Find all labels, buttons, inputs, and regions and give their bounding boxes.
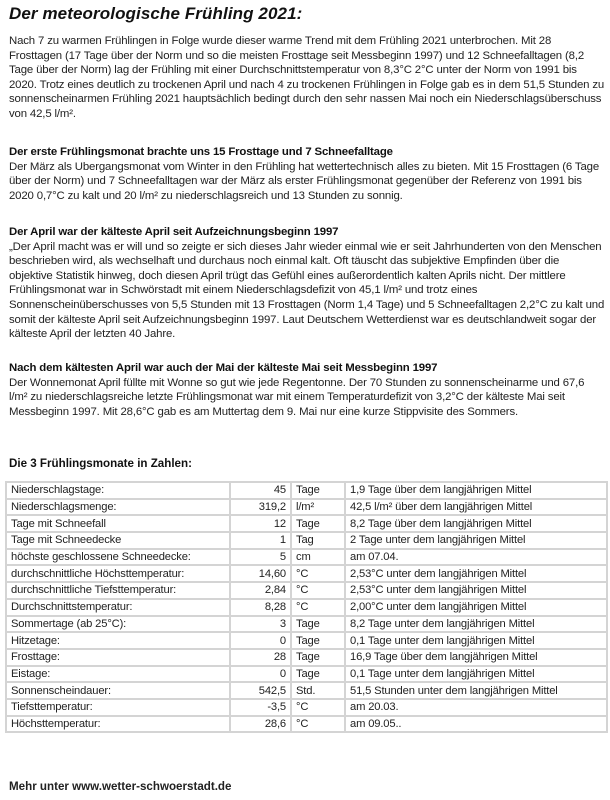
table-row [6,632,607,649]
row-label: Tage mit Schneefall [6,515,230,532]
section-text: Der Wonnemonat April füllte mit Wonne so gut wie jede Regentonne. Der 70 Stunden zu sonnenscheinarme und 67,6 l/m² zu niederschlagsreiche letzte Frühlingsmonat war mit einem Temperaturdefizit von 3,2°C der kälteste Mai seit Messbeginn 1997. Mit 28,6°C gab es am Muttertag dem 9. Mai nur eine kurze Stippvisite des Sommers. [9,376,585,418]
row-unit: Tage [291,666,345,683]
row-note: 2 Tage unter dem langjährigen Mittel [345,532,607,549]
row-note: 2,53°C unter dem langjährigen Mittel [345,582,607,599]
row-unit: Tage [291,515,345,532]
table-row [6,582,607,599]
table-row [6,666,607,683]
row-label: Niederschlagsmenge: [6,499,230,516]
table-heading: Die 3 Frühlingsmonate in Zahlen: [9,457,192,470]
row-value: 12 [230,515,291,532]
row-label: Sommertage (ab 25°C): [6,616,230,633]
row-value: 0 [230,632,291,649]
row-value: 8,28 [230,599,291,616]
row-note: 2,53°C unter dem langjährigen Mittel [345,565,607,582]
row-unit: Tag [291,532,345,549]
statistics-table [5,481,608,733]
table-row [6,649,607,666]
row-unit: °C [291,599,345,616]
table-row [6,482,607,499]
section-text: Der März als Ubergangsmonat vom Winter in den Frühling hat wettertechnisch alles zu bieten. Mit 15 Frosttagen (6 Tage über der Norm) und 7 Schneefalltagen war der März als erster Frühlingsmonat gegenüber der Referenz von 1991 bis 2020 0,7°C zu kalt und 20 l/m² zu niederschlagsreich und 13 Stunden zu sonnig. [9,160,600,202]
row-note: 51,5 Stunden unter dem langjährigen Mittel [345,682,607,699]
page-title: Der meteorologische Frühling 2021: [9,4,303,23]
row-label: Frosttage: [6,649,230,666]
row-label: Höchsttemperatur: [6,716,230,733]
row-value: 0 [230,666,291,683]
row-value: 45 [230,482,291,499]
row-note: 42,5 l/m² über dem langjährigen Mittel [345,499,607,516]
table-row [6,616,607,633]
section-heading: Nach dem kältesten April war auch der Mai der kälteste Mai seit Messbeginn 1997 [9,362,438,374]
row-unit: °C [291,582,345,599]
row-label: durchschnittliche Tiefsttemperatur: [6,582,230,599]
row-label: Tage mit Schneedecke [6,532,230,549]
row-label: Tiefsttemperatur: [6,699,230,716]
row-label: Hitzetage: [6,632,230,649]
row-value: 5 [230,549,291,566]
section-heading: Der erste Frühlingsmonat brachte uns 15 Frosttage und 7 Schneefalltage [9,146,393,158]
row-value: 2,84 [230,582,291,599]
row-unit: °C [291,699,345,716]
row-note: 0,1 Tage unter dem langjährigen Mittel [345,666,607,683]
table-row [6,532,607,549]
row-value: 1 [230,532,291,549]
row-note: 2,00°C unter dem langjährigen Mittel [345,599,607,616]
table-row [6,565,607,582]
table-row [6,716,607,733]
section-text: „Der April macht was er will und so zeigte er sich dieses Jahr wieder einmal wie er seit Jahrhunderten von den Menschen beschrieben wird, als wechselhaft und durchaus noch einmal kalt. Oft täuscht das subjektive Empfinden über die objektive Statistik hinweg, doch diesen April trügt das Gefühl eines außerordentlich kalten Aprils nicht. Der mittlere Frühlingsmonat war in Schwörstadt mit einem Niederschlagsdefizit von 45,1 l/m² und trotz eines Sonnenscheinüberschusses von 5,5 Stunden mit 13 Frosttagen (Norm 1,4 Tage) und 5 Schneefalltagen 2,2°C zu kalt und somit der kälteste April seit Aufzeichnungsbeginn 1997. Laut Deutschem Wetterdienst war es deutschlandweit sogar der kälteste April der letzten 40 Jahre. [9,240,605,341]
row-unit: Tage [291,632,345,649]
row-note: am 09.05.. [345,716,607,733]
section-april [9,225,605,342]
row-value: 28,6 [230,716,291,733]
table-row [6,682,607,699]
row-value: 14,60 [230,565,291,582]
row-unit: Std. [291,682,345,699]
row-unit: °C [291,716,345,733]
row-unit: Tage [291,616,345,633]
row-unit: l/m² [291,499,345,516]
table-row [6,599,607,616]
table-row [6,499,607,516]
row-note: 8,2 Tage über dem langjährigen Mittel [345,515,607,532]
intro-paragraph: Nach 7 zu warmen Frühlingen in Folge wurde dieser warme Trend mit dem Frühling 2021 unterbrochen. Mit 28 Frosttagen (17 Tage über der Norm und so die meisten Frosttage seit Messbeginn 1997) und 12 Schneefalltagen (8,2 Tage über der Norm) lag der Frühling mit einer Durchschnittstemperatur von 8,3°C 2°C unter der Norm von 1991 bis 2020. Trotz eines deutlich zu trockenen April und nach 4 zu trockenen Frühlingen in Folge gab es in dem 51,5 Stunden zu sonnenscheinarmen Frühling 2021 hauptsächlich bedingt durch den sehr nassen Mai noch ein Niederschlagsüberschuss von 42,5 l/m². [9,35,605,120]
row-note: am 20.03. [345,699,607,716]
row-unit: Tage [291,649,345,666]
footer-link[interactable]: Mehr unter www.wetter-schwoerstadt.de [9,780,232,793]
row-value: 3 [230,616,291,633]
section-heading: Der April war der kälteste April seit Aufzeichnungsbeginn 1997 [9,226,339,238]
row-label: Eistage: [6,666,230,683]
row-note: 1,9 Tage über dem langjährigen Mittel [345,482,607,499]
row-unit: °C [291,565,345,582]
row-label: höchste geschlossene Schneedecke: [6,549,230,566]
row-label: Niederschlagstage: [6,482,230,499]
table-row [6,549,607,566]
table-row [6,515,607,532]
row-label: durchschnittliche Höchsttemperatur: [6,565,230,582]
section-march [9,145,605,203]
row-unit: Tage [291,482,345,499]
row-value: 542,5 [230,682,291,699]
row-label: Sonnenscheindauer: [6,682,230,699]
row-value: -3,5 [230,699,291,716]
row-unit: cm [291,549,345,566]
row-note: 8,2 Tage unter dem langjährigen Mittel [345,616,607,633]
row-note: am 07.04. [345,549,607,566]
row-note: 16,9 Tage über dem langjährigen Mittel [345,649,607,666]
row-value: 28 [230,649,291,666]
row-label: Durchschnittstemperatur: [6,599,230,616]
row-note: 0,1 Tage unter dem langjährigen Mittel [345,632,607,649]
row-value: 319,2 [230,499,291,516]
table-row [6,699,607,716]
section-may [9,361,605,419]
